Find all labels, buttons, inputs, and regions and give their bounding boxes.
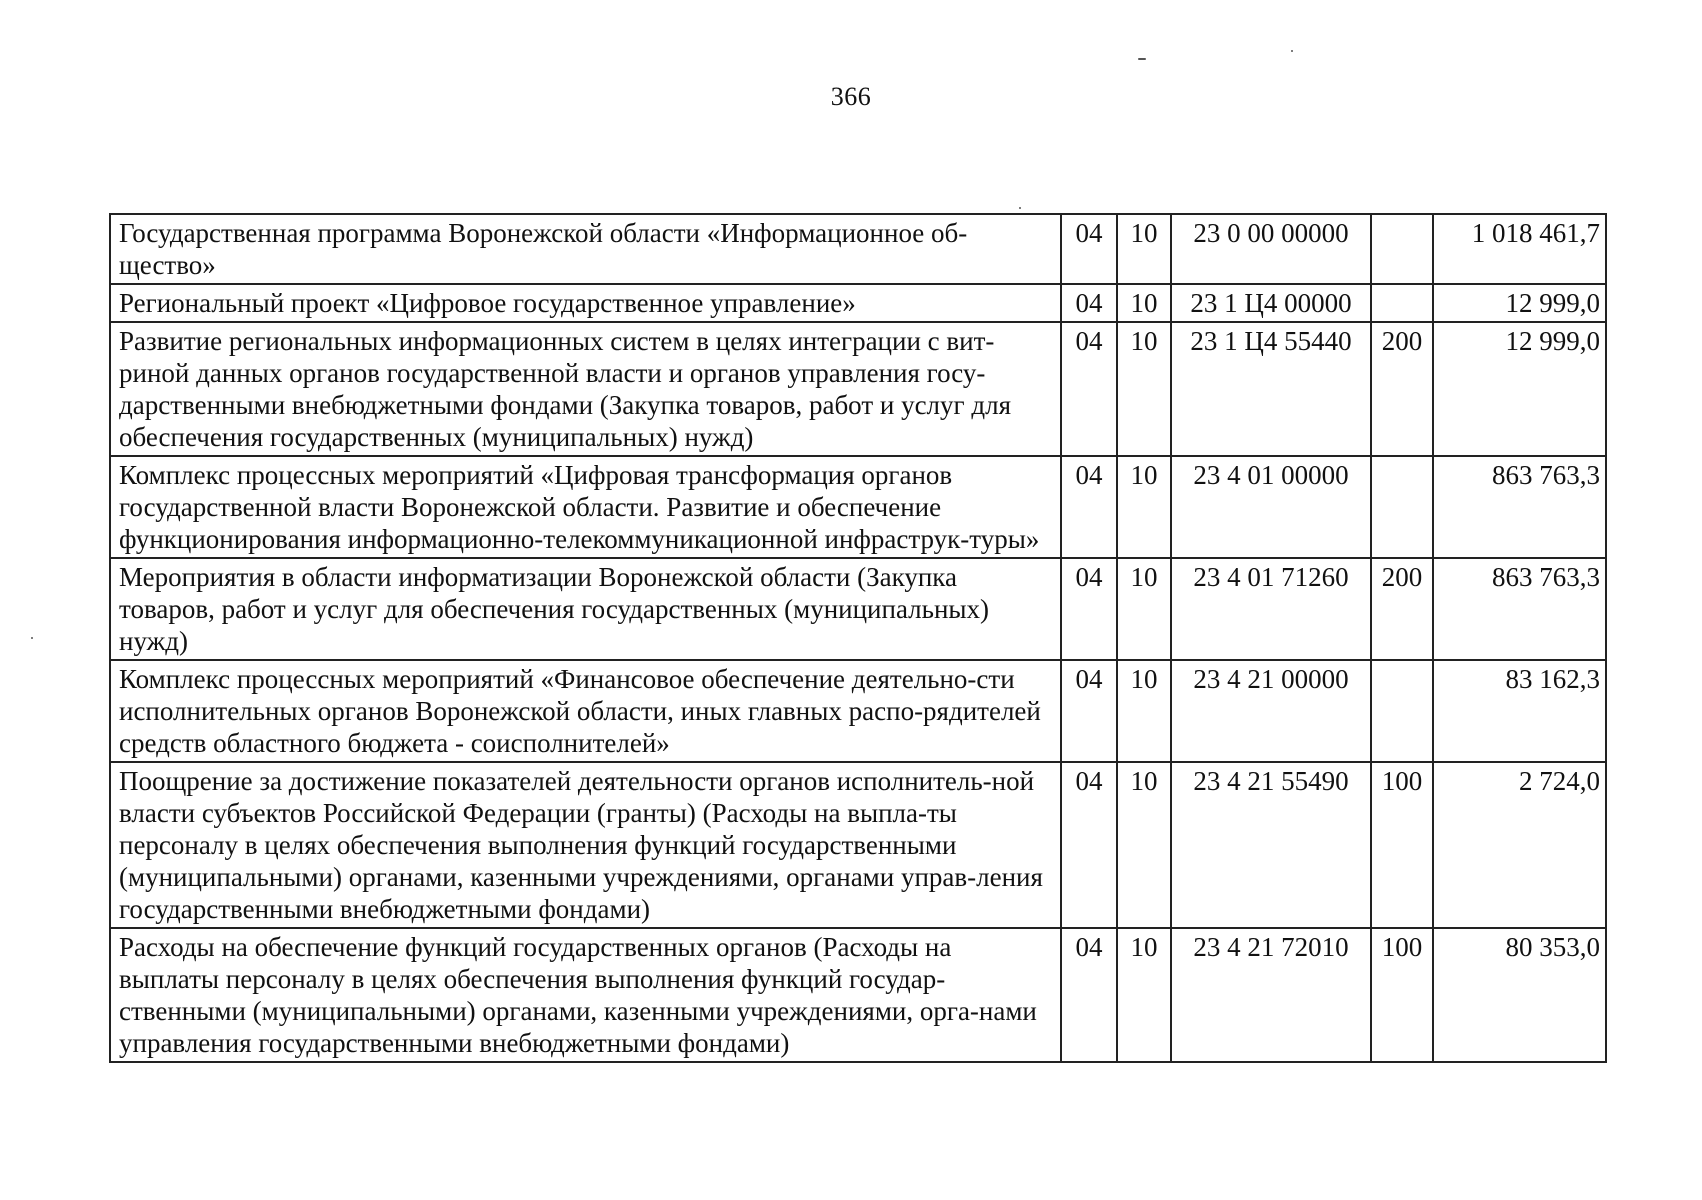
row-name-cell: Комплекс процессных мероприятий «Цифровая трансформация органов государственной власти Воронежской области. Развитие и обеспечение функционирования информационно-телекоммуникационной инфраструк-туры»	[110, 456, 1061, 558]
amount-cell: 80 353,0	[1433, 928, 1606, 1062]
target-article-cell: 23 4 21 55490	[1171, 762, 1371, 928]
section-code-cell: 04	[1061, 558, 1117, 660]
subsection-code-cell: 10	[1117, 284, 1171, 322]
section-code-cell: 04	[1061, 928, 1117, 1062]
amount-cell: 1 018 461,7	[1433, 214, 1606, 284]
amount-cell: 83 162,3	[1433, 660, 1606, 762]
subsection-code-cell: 10	[1117, 660, 1171, 762]
scan-speck	[1019, 207, 1021, 209]
expense-type-cell: 200	[1371, 558, 1433, 660]
row-name-cell: Комплекс процессных мероприятий «Финансовое обеспечение деятельно-сти исполнительных органов Воронежской области, иных главных распо-рядителей средств областного бюджета - соисполнителей»	[110, 660, 1061, 762]
scan-speck	[1138, 58, 1146, 60]
target-article-cell: 23 4 01 00000	[1171, 456, 1371, 558]
budget-table	[109, 213, 1607, 1063]
row-name-cell: Региональный проект «Цифровое государственное управление»	[110, 284, 1061, 322]
expense-type-cell	[1371, 214, 1433, 284]
expense-type-cell	[1371, 456, 1433, 558]
table-row	[110, 558, 1606, 660]
subsection-code-cell: 10	[1117, 322, 1171, 456]
table-row	[110, 928, 1606, 1062]
page-number: 366	[830, 82, 872, 111]
row-name-cell: Государственная программа Воронежской области «Информационное об-щество»	[110, 214, 1061, 284]
section-code-cell: 04	[1061, 456, 1117, 558]
section-code-cell: 04	[1061, 660, 1117, 762]
target-article-cell: 23 4 21 72010	[1171, 928, 1371, 1062]
target-article-cell: 23 4 21 00000	[1171, 660, 1371, 762]
scan-speck	[31, 637, 33, 639]
amount-cell: 12 999,0	[1433, 284, 1606, 322]
amount-cell: 863 763,3	[1433, 456, 1606, 558]
row-name-cell: Мероприятия в области информатизации Воронежской области (Закупка товаров, работ и услуг для обеспечения государственных (муниципальных) нужд)	[110, 558, 1061, 660]
target-article-cell: 23 0 00 00000	[1171, 214, 1371, 284]
subsection-code-cell: 10	[1117, 762, 1171, 928]
row-name-cell: Развитие региональных информационных систем в целях интеграции с вит-риной данных органов государственной власти и органов управления госу-дарственными внебюджетными фондами (Закупка товаров, работ и услуг для обеспечения государственных (муниципальных) нужд)	[110, 322, 1061, 456]
section-code-cell: 04	[1061, 762, 1117, 928]
section-code-cell: 04	[1061, 322, 1117, 456]
target-article-cell: 23 4 01 71260	[1171, 558, 1371, 660]
scan-speck	[1291, 50, 1293, 52]
section-code-cell: 04	[1061, 284, 1117, 322]
subsection-code-cell: 10	[1117, 558, 1171, 660]
subsection-code-cell: 10	[1117, 214, 1171, 284]
target-article-cell: 23 1 Ц4 55440	[1171, 322, 1371, 456]
amount-cell: 12 999,0	[1433, 322, 1606, 456]
table-row	[110, 762, 1606, 928]
target-article-cell: 23 1 Ц4 00000	[1171, 284, 1371, 322]
amount-cell: 863 763,3	[1433, 558, 1606, 660]
expense-type-cell	[1371, 660, 1433, 762]
section-code-cell: 04	[1061, 214, 1117, 284]
row-name-cell: Расходы на обеспечение функций государственных органов (Расходы на выплаты персоналу в целях обеспечения выполнения функций государ-ственными (муниципальными) органами, казенными учреждениями, орга-нами управления государственными внебюджетными фондами)	[110, 928, 1061, 1062]
expense-type-cell: 100	[1371, 762, 1433, 928]
budget-table-body	[110, 214, 1606, 1062]
expense-type-cell	[1371, 284, 1433, 322]
row-name-cell: Поощрение за достижение показателей деятельности органов исполнитель-ной власти субъектов Российской Федерации (гранты) (Расходы на выпла-ты персоналу в целях обеспечения выполнения функций государственными (муниципальными) органами, казенными учреждениями, органами управ-ления государственными внебюджетными фондами)	[110, 762, 1061, 928]
subsection-code-cell: 10	[1117, 456, 1171, 558]
table-row	[110, 456, 1606, 558]
expense-type-cell: 100	[1371, 928, 1433, 1062]
table-row	[110, 214, 1606, 284]
amount-cell: 2 724,0	[1433, 762, 1606, 928]
subsection-code-cell: 10	[1117, 928, 1171, 1062]
expense-type-cell: 200	[1371, 322, 1433, 456]
table-row	[110, 660, 1606, 762]
table-row	[110, 322, 1606, 456]
table-row	[110, 284, 1606, 322]
